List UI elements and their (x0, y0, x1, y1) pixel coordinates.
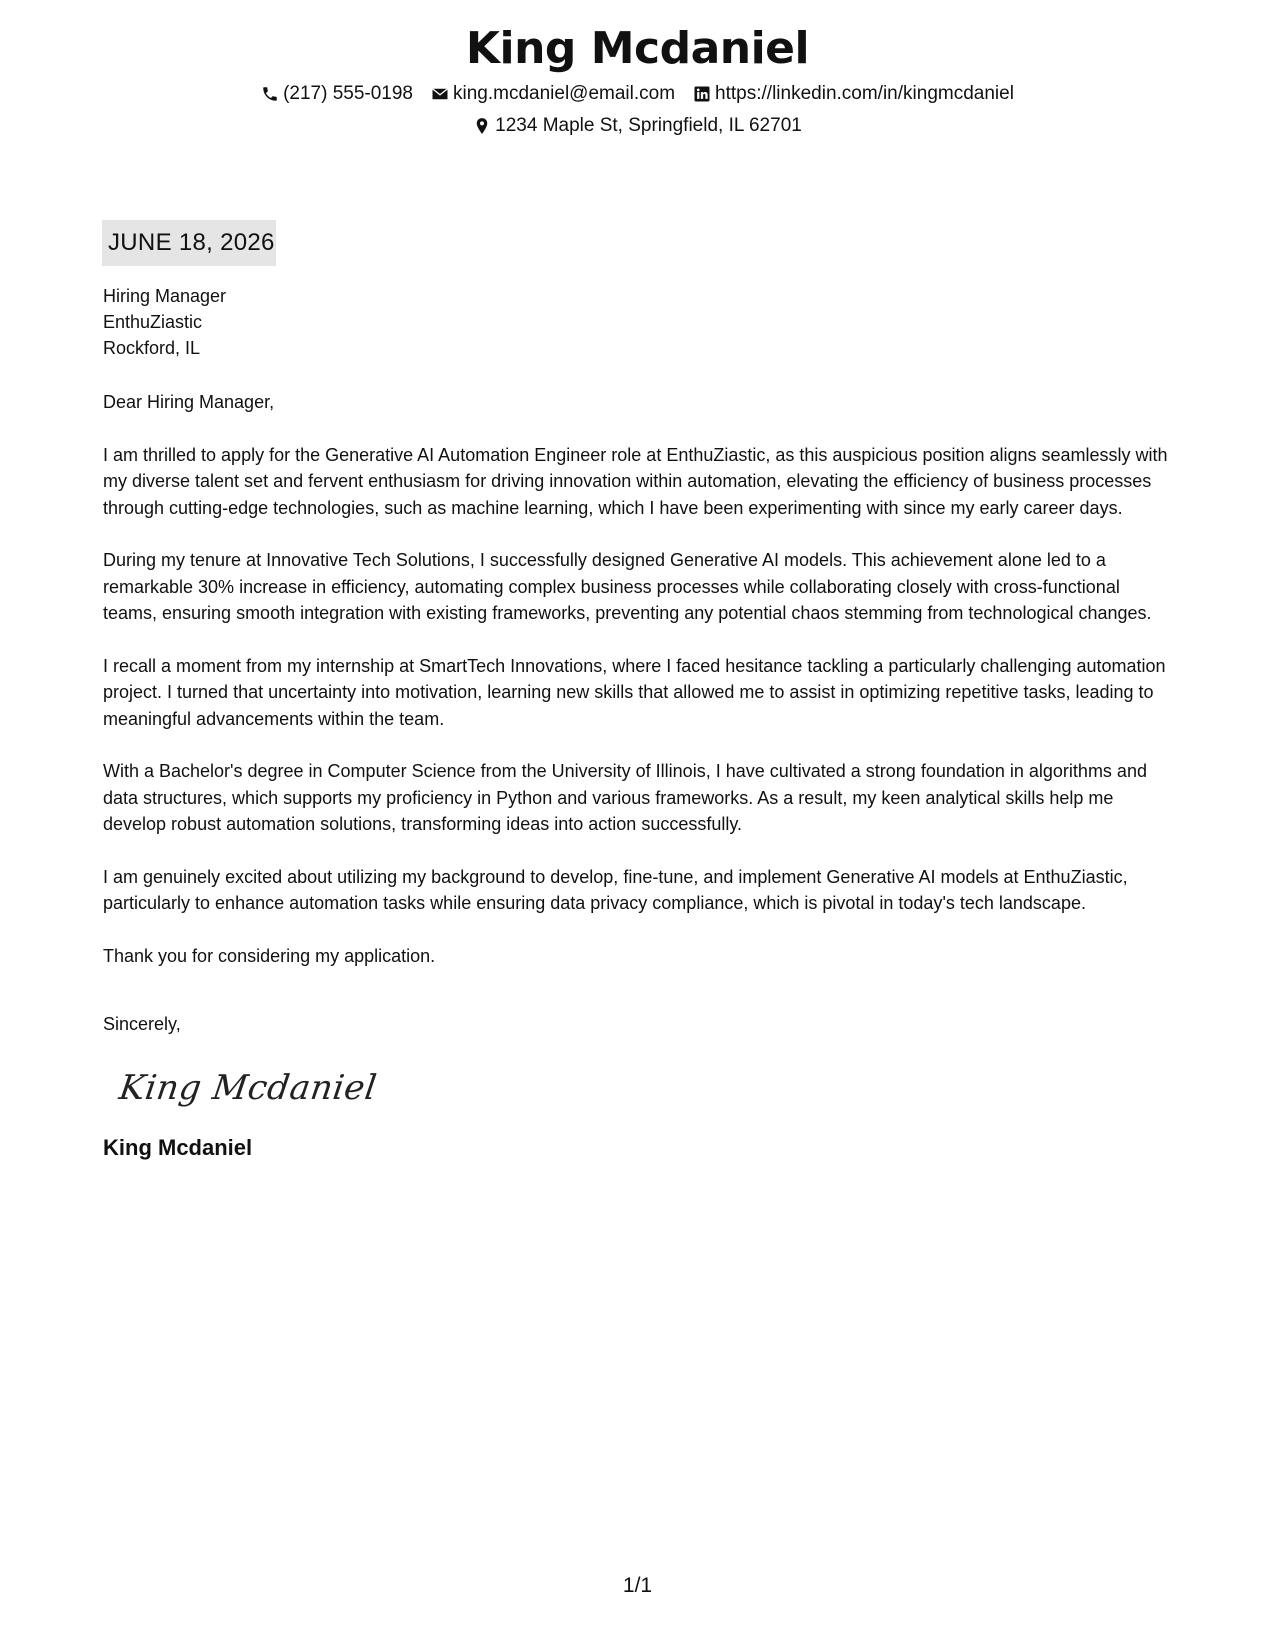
phone-number: (217) 555-0198 (283, 83, 413, 104)
recipient-title: Hiring Manager (103, 286, 227, 306)
body-paragraph: I recall a moment from my internship at SmartTech Innovations, where I faced hesitance tackling a particularly challenging automation project. I turned that uncertainty into motivation, learning new skills that allowed me to assist in optimizing repetitive tasks, leading to meaningful advancements within the team. (103, 655, 1166, 729)
envelope-icon (431, 85, 449, 103)
salutation: Dear Hiring Manager, (103, 392, 275, 412)
phone-contact (261, 82, 413, 106)
address-contact (473, 114, 802, 138)
address-line (0, 114, 1275, 138)
handwritten-signature: King Mcdaniel (116, 1067, 380, 1108)
applicant-name: King Mcdaniel (465, 23, 810, 74)
page-number: 1/1 (622, 1574, 653, 1597)
letter-header (0, 22, 1275, 138)
linkedin-icon (693, 85, 711, 103)
signer-name: King Mcdaniel (103, 1134, 253, 1160)
map-pin-icon (473, 117, 491, 135)
contact-line (0, 82, 1275, 106)
body-paragraph: I am genuinely excited about utilizing my background to develop, fine-tune, and implement Generative AI models at EnthuZiastic, particularly to enhance automation tasks while ensuring data privacy compliance, which is pivotal in today's tech landscape. (103, 866, 1128, 913)
body-paragraph: With a Bachelor's degree in Computer Science from the University of Illinois, I have cultivated a strong foundation in algorithms and data structures, which supports my proficiency in Python and various frameworks. As a result, my keen analytical skills help me develop robust automation solutions, transforming ideas into action successfully. (103, 761, 1147, 834)
letter-body (103, 220, 1178, 1162)
body-paragraph: During my tenure at Innovative Tech Solutions, I successfully designed Generative AI models. This achievement alone led to a remarkable 30% increase in efficiency, automating complex business processes while collaborating closely with cross-functional teams, ensuring smooth integration with existing frameworks, preventing any potential chaos stemming from technological changes. (103, 550, 1152, 623)
sign-off: Sincerely, (103, 1014, 181, 1034)
linkedin-contact (693, 82, 1014, 106)
email-address: king.mcdaniel@email.com (453, 83, 676, 104)
recipient-company: EnthuZiastic (103, 312, 203, 332)
body-paragraph: I am thrilled to apply for the Generative AI Automation Engineer role at EnthuZiastic, as this auspicious position aligns seamlessly with my diverse talent set and fervent enthusiasm for driving innovation within automation, elevating the efficiency of business processes through cutting-edge technologies, such as machine learning, which I have been experimenting with since my early career days. (103, 444, 1168, 518)
linkedin-url: https://linkedin.com/in/kingmcdaniel (715, 83, 1014, 104)
phone-icon (261, 85, 279, 103)
street-address: 1234 Maple St, Springfield, IL 62701 (495, 115, 802, 136)
recipient-block (103, 283, 1178, 361)
email-contact (431, 82, 675, 106)
recipient-location: Rockford, IL (103, 338, 201, 358)
closing-thanks: Thank you for considering my application. (103, 945, 436, 966)
letter-date: JUNE 18, 2026 (102, 220, 276, 266)
